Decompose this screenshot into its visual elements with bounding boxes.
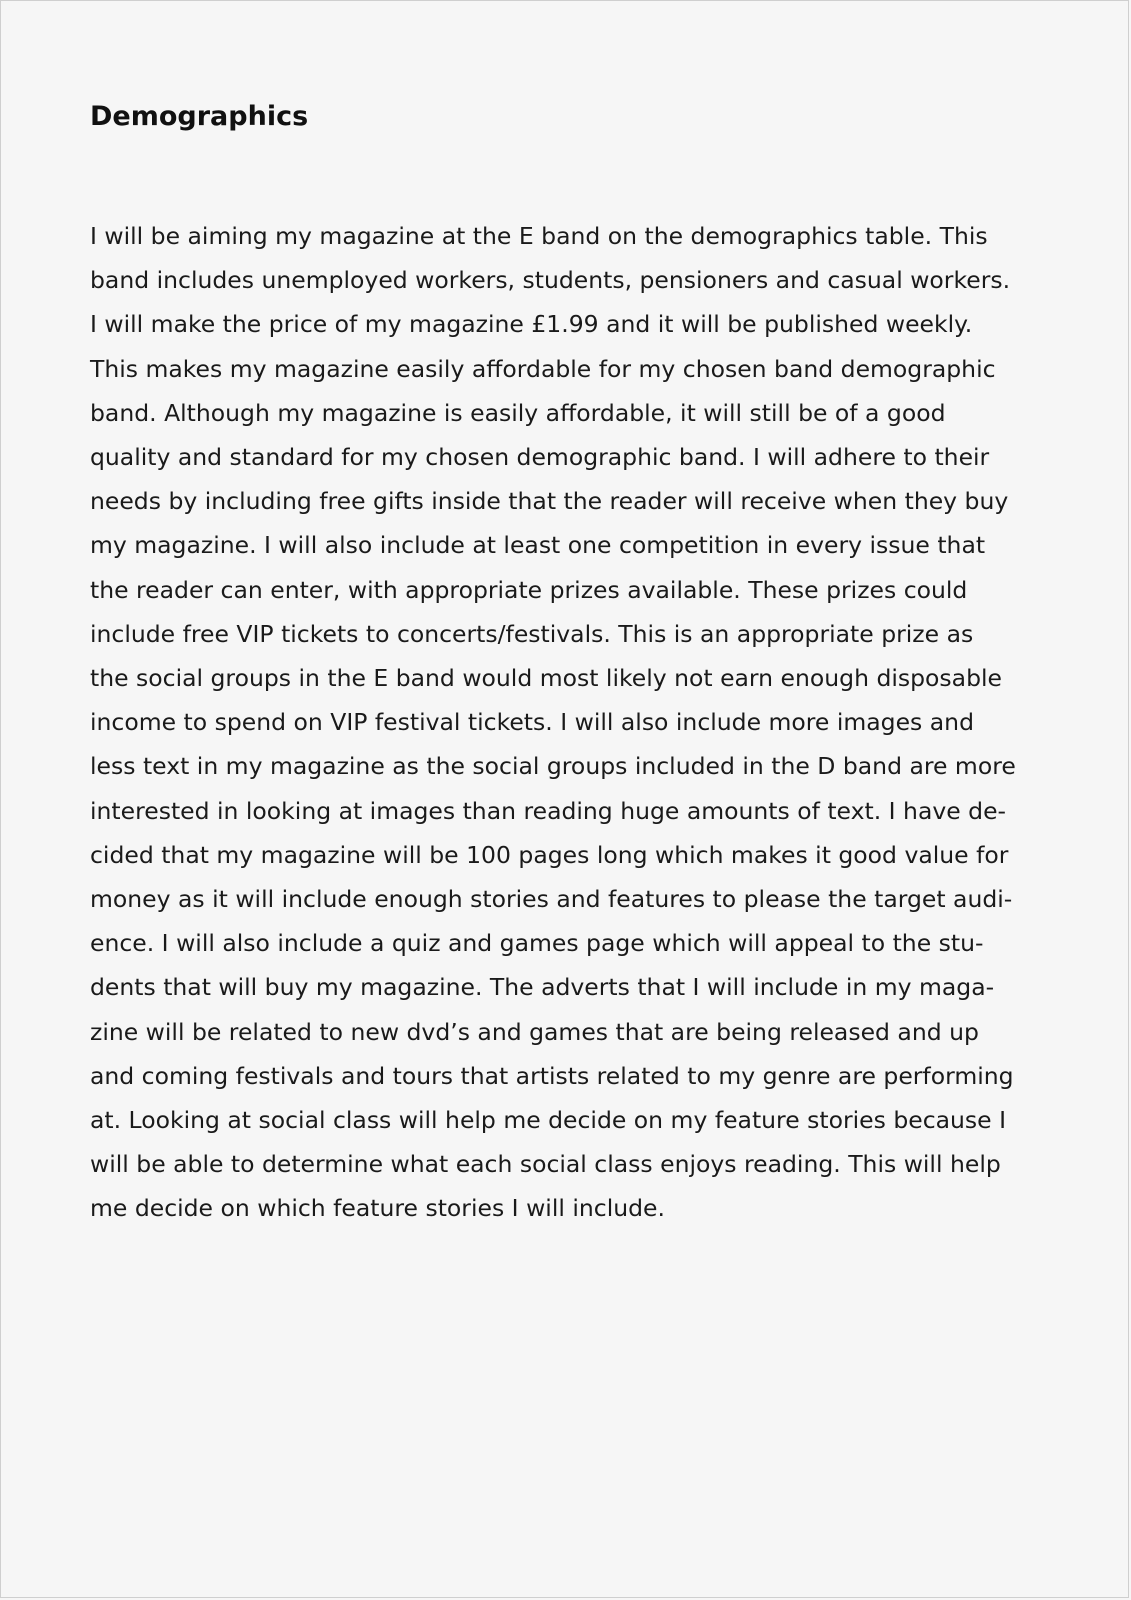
page-title: Demographics [90, 101, 309, 132]
paragraph-line: my magazine. I will also include at least one competition in every issue that [90, 531, 986, 560]
paragraph-line: zine will be related to new dvd’s and games that are being released and up [90, 1017, 979, 1046]
body-paragraph [90, 214, 1070, 1231]
paragraph-line: quality and standard for my chosen demographic band. I will adhere to their [90, 443, 990, 472]
paragraph-line: This makes my magazine easily affordable for my chosen band demographic [90, 354, 996, 383]
paragraph-line: less text in my magazine as the social groups included in the D band are more [90, 752, 1016, 781]
paragraph-line: cided that my magazine will be 100 pages long which makes it good value for [90, 840, 1009, 869]
paragraph-line: I will be aiming my magazine at the E band on the demographics table. This [90, 222, 988, 250]
paragraph-line: band. Although my magazine is easily affordable, it will still be of a good [90, 398, 946, 427]
paragraph-line: the reader can enter, with appropriate prizes available. These prizes could [90, 575, 968, 604]
paragraph-line: will be able to determine what each social class enjoys reading. This will help [90, 1150, 1001, 1179]
paragraph-line: and coming festivals and tours that artists related to my genre are performing [90, 1061, 1014, 1090]
paragraph-line: I will make the price of my magazine £1.99 and it will be published weekly. [90, 310, 973, 339]
paragraph-line: interested in looking at images than reading huge amounts of text. I have de- [90, 796, 1007, 825]
paragraph-line: include free VIP tickets to concerts/festivals. This is an appropriate prize as [90, 619, 974, 648]
paragraph-line: band includes unemployed workers, students, pensioners and casual workers. [90, 266, 1011, 295]
paragraph-line: money as it will include enough stories and features to please the target audi- [90, 885, 1013, 914]
paragraph-line: needs by including free gifts inside that the reader will receive when they buy [90, 487, 1009, 516]
paragraph-line: ence. I will also include a quiz and games page which will appeal to the stu- [90, 929, 984, 958]
paragraph-line: me decide on which feature stories I will include. [90, 1194, 665, 1223]
paragraph-line: at. Looking at social class will help me decide on my feature stories because I [90, 1106, 1007, 1135]
paragraph-line: income to spend on VIP festival tickets. I will also include more images and [90, 708, 974, 737]
paragraph-line: the social groups in the E band would most likely not earn enough disposable [90, 664, 1002, 693]
paragraph-line: dents that will buy my magazine. The adverts that I will include in my maga- [90, 973, 995, 1002]
